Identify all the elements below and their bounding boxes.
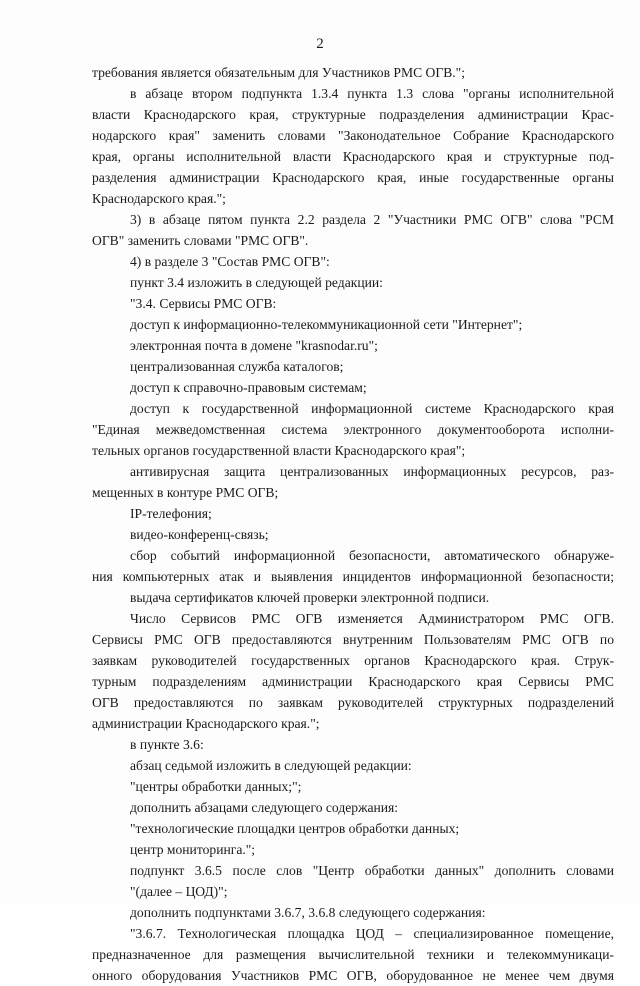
text-line: Число Сервисов РМС ОГВ изменяется Администратором РМС ОГВ. bbox=[130, 611, 614, 626]
text-line: 3) в абзаце пятом пункта 2.2 раздела 2 "Участники РМС ОГВ" слова "РСМ bbox=[130, 212, 614, 227]
text-line: выдача сертификатов ключей проверки электронной подписи. bbox=[130, 590, 490, 605]
text-line: ОГВ предоставляются по заявкам руководителей структурных подразделений bbox=[92, 695, 614, 710]
text-line: антивирусная защита централизованных информационных ресурсов, раз- bbox=[130, 464, 614, 479]
text-line: власти Краснодарского края, структурные подразделения администрации Крас- bbox=[92, 107, 614, 122]
text-line: сбор событий информационной безопасности, автоматического обнаруже- bbox=[130, 548, 614, 563]
text-line: IP-телефония; bbox=[130, 506, 212, 521]
text-line: Сервисы РМС ОГВ предоставляются внутренним Пользователям РМС ОГВ по bbox=[92, 632, 614, 647]
text-line: "(далее – ЦОД)"; bbox=[130, 884, 228, 899]
text-line: тельных органов государственной власти Краснодарского края"; bbox=[92, 443, 466, 458]
text-line: центр мониторинга."; bbox=[130, 842, 256, 857]
text-line: в абзаце втором подпункта 1.3.4 пункта 1.3 слова "органы исполнительной bbox=[130, 86, 614, 101]
text-line: централизованная служба каталогов; bbox=[130, 359, 344, 374]
text-line: пункт 3.4 изложить в следующей редакции: bbox=[130, 275, 383, 290]
page-number: 2 bbox=[316, 36, 324, 52]
text-line: турным подразделениям администрации Краснодарского края Сервисы РМС bbox=[92, 674, 614, 689]
text-line: разделения администрации Краснодарского края, иные государственные органы bbox=[92, 170, 614, 185]
text-line: "технологические площадки центров обработки данных; bbox=[130, 821, 460, 836]
text-line: заявкам руководителей государственных органов Краснодарского края. Струк- bbox=[92, 653, 614, 668]
text-line: "центры обработки данных;"; bbox=[130, 779, 302, 794]
text-line: видео-конференц-связь; bbox=[130, 527, 269, 542]
text-line: "3.6.7. Технологическая площадка ЦОД – специализированное помещение, bbox=[130, 926, 614, 941]
text-line: доступ к справочно-правовым системам; bbox=[130, 380, 367, 395]
text-line: абзац седьмой изложить в следующей редакции: bbox=[130, 758, 412, 773]
text-line: предназначенное для размещения вычислительной техники и телекоммуникаци- bbox=[92, 947, 614, 962]
text-line: администрации Краснодарского края."; bbox=[92, 716, 320, 731]
text-line: 4) в разделе 3 "Состав РМС ОГВ": bbox=[130, 254, 330, 269]
text-line: ния компьютерных атак и выявления инцидентов информационной безопасности; bbox=[92, 569, 614, 584]
text-line: в пункте 3.6: bbox=[130, 737, 204, 752]
text-line: "3.4. Сервисы РМС ОГВ: bbox=[130, 296, 277, 311]
text-line: мещенных в контуре РМС ОГВ; bbox=[92, 485, 279, 500]
text-line: дополнить подпунктами 3.6.7, 3.6.8 следующего содержания: bbox=[130, 905, 486, 920]
text-line: нодарского края" заменить словами "Законодательное Собрание Краснодарского bbox=[92, 128, 614, 143]
text-line: "Единая межведомственная система электронного документооборота исполни- bbox=[92, 422, 614, 437]
text-line: электронная почта в домене "krasnodar.ru"; bbox=[130, 338, 378, 353]
document-body bbox=[92, 62, 614, 986]
text-line: доступ к информационно-телекоммуникационной сети "Интернет"; bbox=[130, 317, 523, 332]
text-line: дополнить абзацами следующего содержания: bbox=[130, 800, 399, 815]
text-line: края, органы исполнительной власти Краснодарского края и структурные под- bbox=[92, 149, 614, 164]
text-line: онного оборудования Участников РМС ОГВ, оборудованное не менее чем двумя bbox=[92, 968, 614, 983]
text-line: доступ к государственной информационной системе Краснодарского края bbox=[130, 401, 614, 416]
text-line: подпункт 3.6.5 после слов "Центр обработки данных" дополнить словами bbox=[130, 863, 614, 878]
text-line: ОГВ" заменить словами "РМС ОГВ". bbox=[92, 233, 309, 248]
text-line: требования является обязательным для Участников РМС ОГВ."; bbox=[92, 65, 465, 80]
text-line: Краснодарского края."; bbox=[92, 191, 226, 206]
